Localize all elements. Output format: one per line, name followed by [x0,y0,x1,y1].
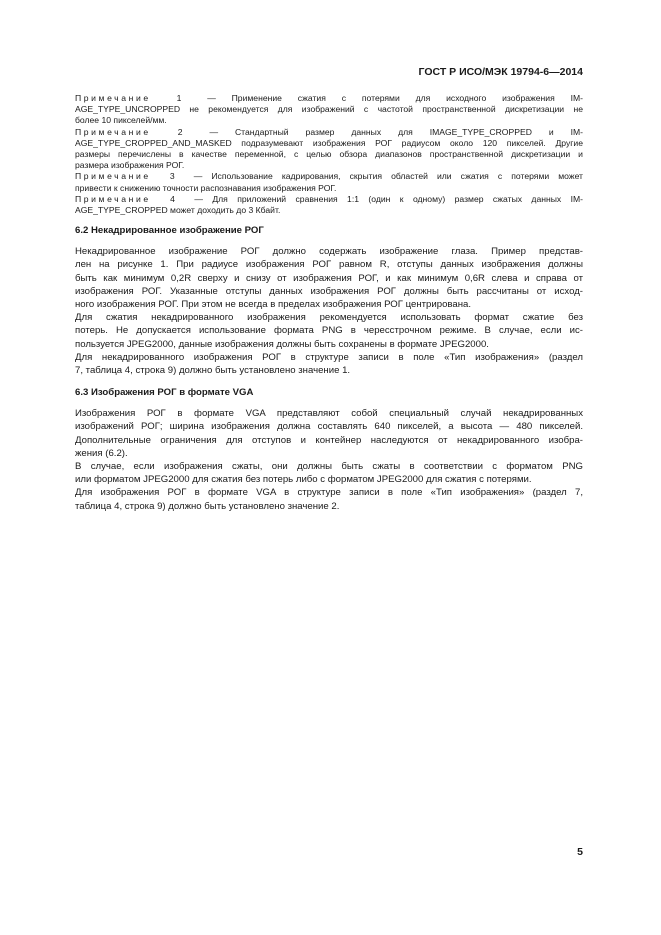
section-6-3-body [75,407,583,513]
note-line: привести к снижению точности распознавания изображения РОГ. [75,182,337,193]
notes-block [75,93,583,216]
note-number: 3 [160,171,184,182]
note-label: Примечание [75,193,151,204]
text-line: Для изображения РОГ в формате VGA в структуре записи в поле «Тип изображения» (раздел 7, [75,487,583,499]
section-6-2-body [75,245,583,377]
paragraph [75,245,583,311]
note-line: Примечание 3 — Использование кадрирования, скрытия областей или сжатия с потерями может [75,171,583,182]
note-3 [75,171,583,193]
note-line: Примечание 1 — Применение сжатия с потерями для исходного изображения IM- [75,93,583,103]
note-label: Примечание [75,126,151,137]
text-line: изображений РОГ; ширина изображения должна составлять 640 пикселей, а высота — 480 пикселей. [75,421,583,433]
note-line: AGE_TYPE_CROPPED может доходить до 3 Кбайт. [75,205,281,216]
text-line: лен на рисунке 1. При радиусе изображения РОГ равном R, отступы данных изображения должны [75,259,583,271]
text-line: потерь. Не допускается использование формата PNG в чересстрочном режиме. В случае, если ис- [75,325,583,337]
note-label: Примечание [75,171,151,182]
page-number: 5 [577,846,583,858]
section-6-2-title: 6.2 Некадрированное изображение РОГ [75,225,264,237]
text-line: ного изображения РОГ. При этом не всегда в пределах изображения РОГ центрирована. [75,299,472,311]
note-4 [75,194,583,216]
text-line: изображения РОГ. Указанные отступы данных изображения РОГ должны быть рассчитаны от исход- [75,285,583,297]
text-line: таблица 4, строка 9) должно быть установлено значение 2. [75,500,340,512]
note-number: 2 [160,126,200,137]
text-line: Для сжатия некадрированного изображения рекомендуется использовать формат сжатие без [75,312,583,324]
standard-header: ГОСТ Р ИСО/МЭК 19794-6—2014 [418,66,583,78]
paragraph [75,460,583,486]
note-number: 4 [160,193,185,204]
note-line: более 10 пикселей/мм. [75,115,167,126]
paragraph [75,407,583,460]
text-line: или форматом JPEG2000 для сжатия без потерь либо с форматом JPEG2000 для сжатия с потерями. [75,474,532,486]
note-line: размера изображения РОГ. [75,160,185,171]
note-number: 1 [160,93,198,103]
note-line: Примечание 4 — Для приложений сравнения 1:1 (один к одному) размер сжатых данных IM- [75,193,583,204]
note-label: Примечание [75,93,151,103]
note-line: AGE_TYPE_UNCROPPED не рекомендуется для изображений с частотой пространственной дискретизации не [75,104,583,115]
paragraph [75,486,583,512]
text-line: жения (6.2). [75,447,128,459]
text-line: Для некадрированного изображения РОГ в структуре записи в поле «Тип изображения» (раздел [75,351,583,363]
paragraph [75,351,583,377]
page-content [75,93,583,513]
text-line: Изображения РОГ в формате VGA представляют собой специальный случай некадрированных [75,408,583,420]
text-line: Дополнительные ограничения для отступов и контейнер наследуются от некадрированного изобра- [75,434,583,446]
text-line: В случае, если изображения сжаты, они должны быть сжаты в соответствии с форматом PNG [75,461,583,473]
note-1 [75,93,583,127]
text-line: Некадрированное изображение РОГ должно содержать изображение глаза. Пример представ- [75,246,583,258]
section-6-3-title: 6.3 Изображения РОГ в формате VGA [75,387,254,399]
note-line: Примечание 2 — Стандартный размер данных для IMAGE_TYPE_CROPPED и IM- [75,126,584,137]
paragraph [75,311,583,351]
note-line: AGE_TYPE_CROPPED_AND_MASKED подразумевают изображения РОГ радиусом около 120 пикселей. Другие [75,137,583,148]
text-line: 7, таблица 4, строка 9) должно быть установлено значение 1. [75,365,351,377]
note-2 [75,127,583,172]
note-line: размеры перечислены в качестве переменной, с целью обзора диапазонов пространственной дискретизации и [75,149,583,160]
text-line: пользуется JPEG2000, данные изображения должны быть сохранены в формате JPEG2000. [75,338,489,350]
text-line: быть как минимум 0,2R сверху и снизу от изображения РОГ, и как минимум 0,6R слева и справа от [75,272,583,284]
